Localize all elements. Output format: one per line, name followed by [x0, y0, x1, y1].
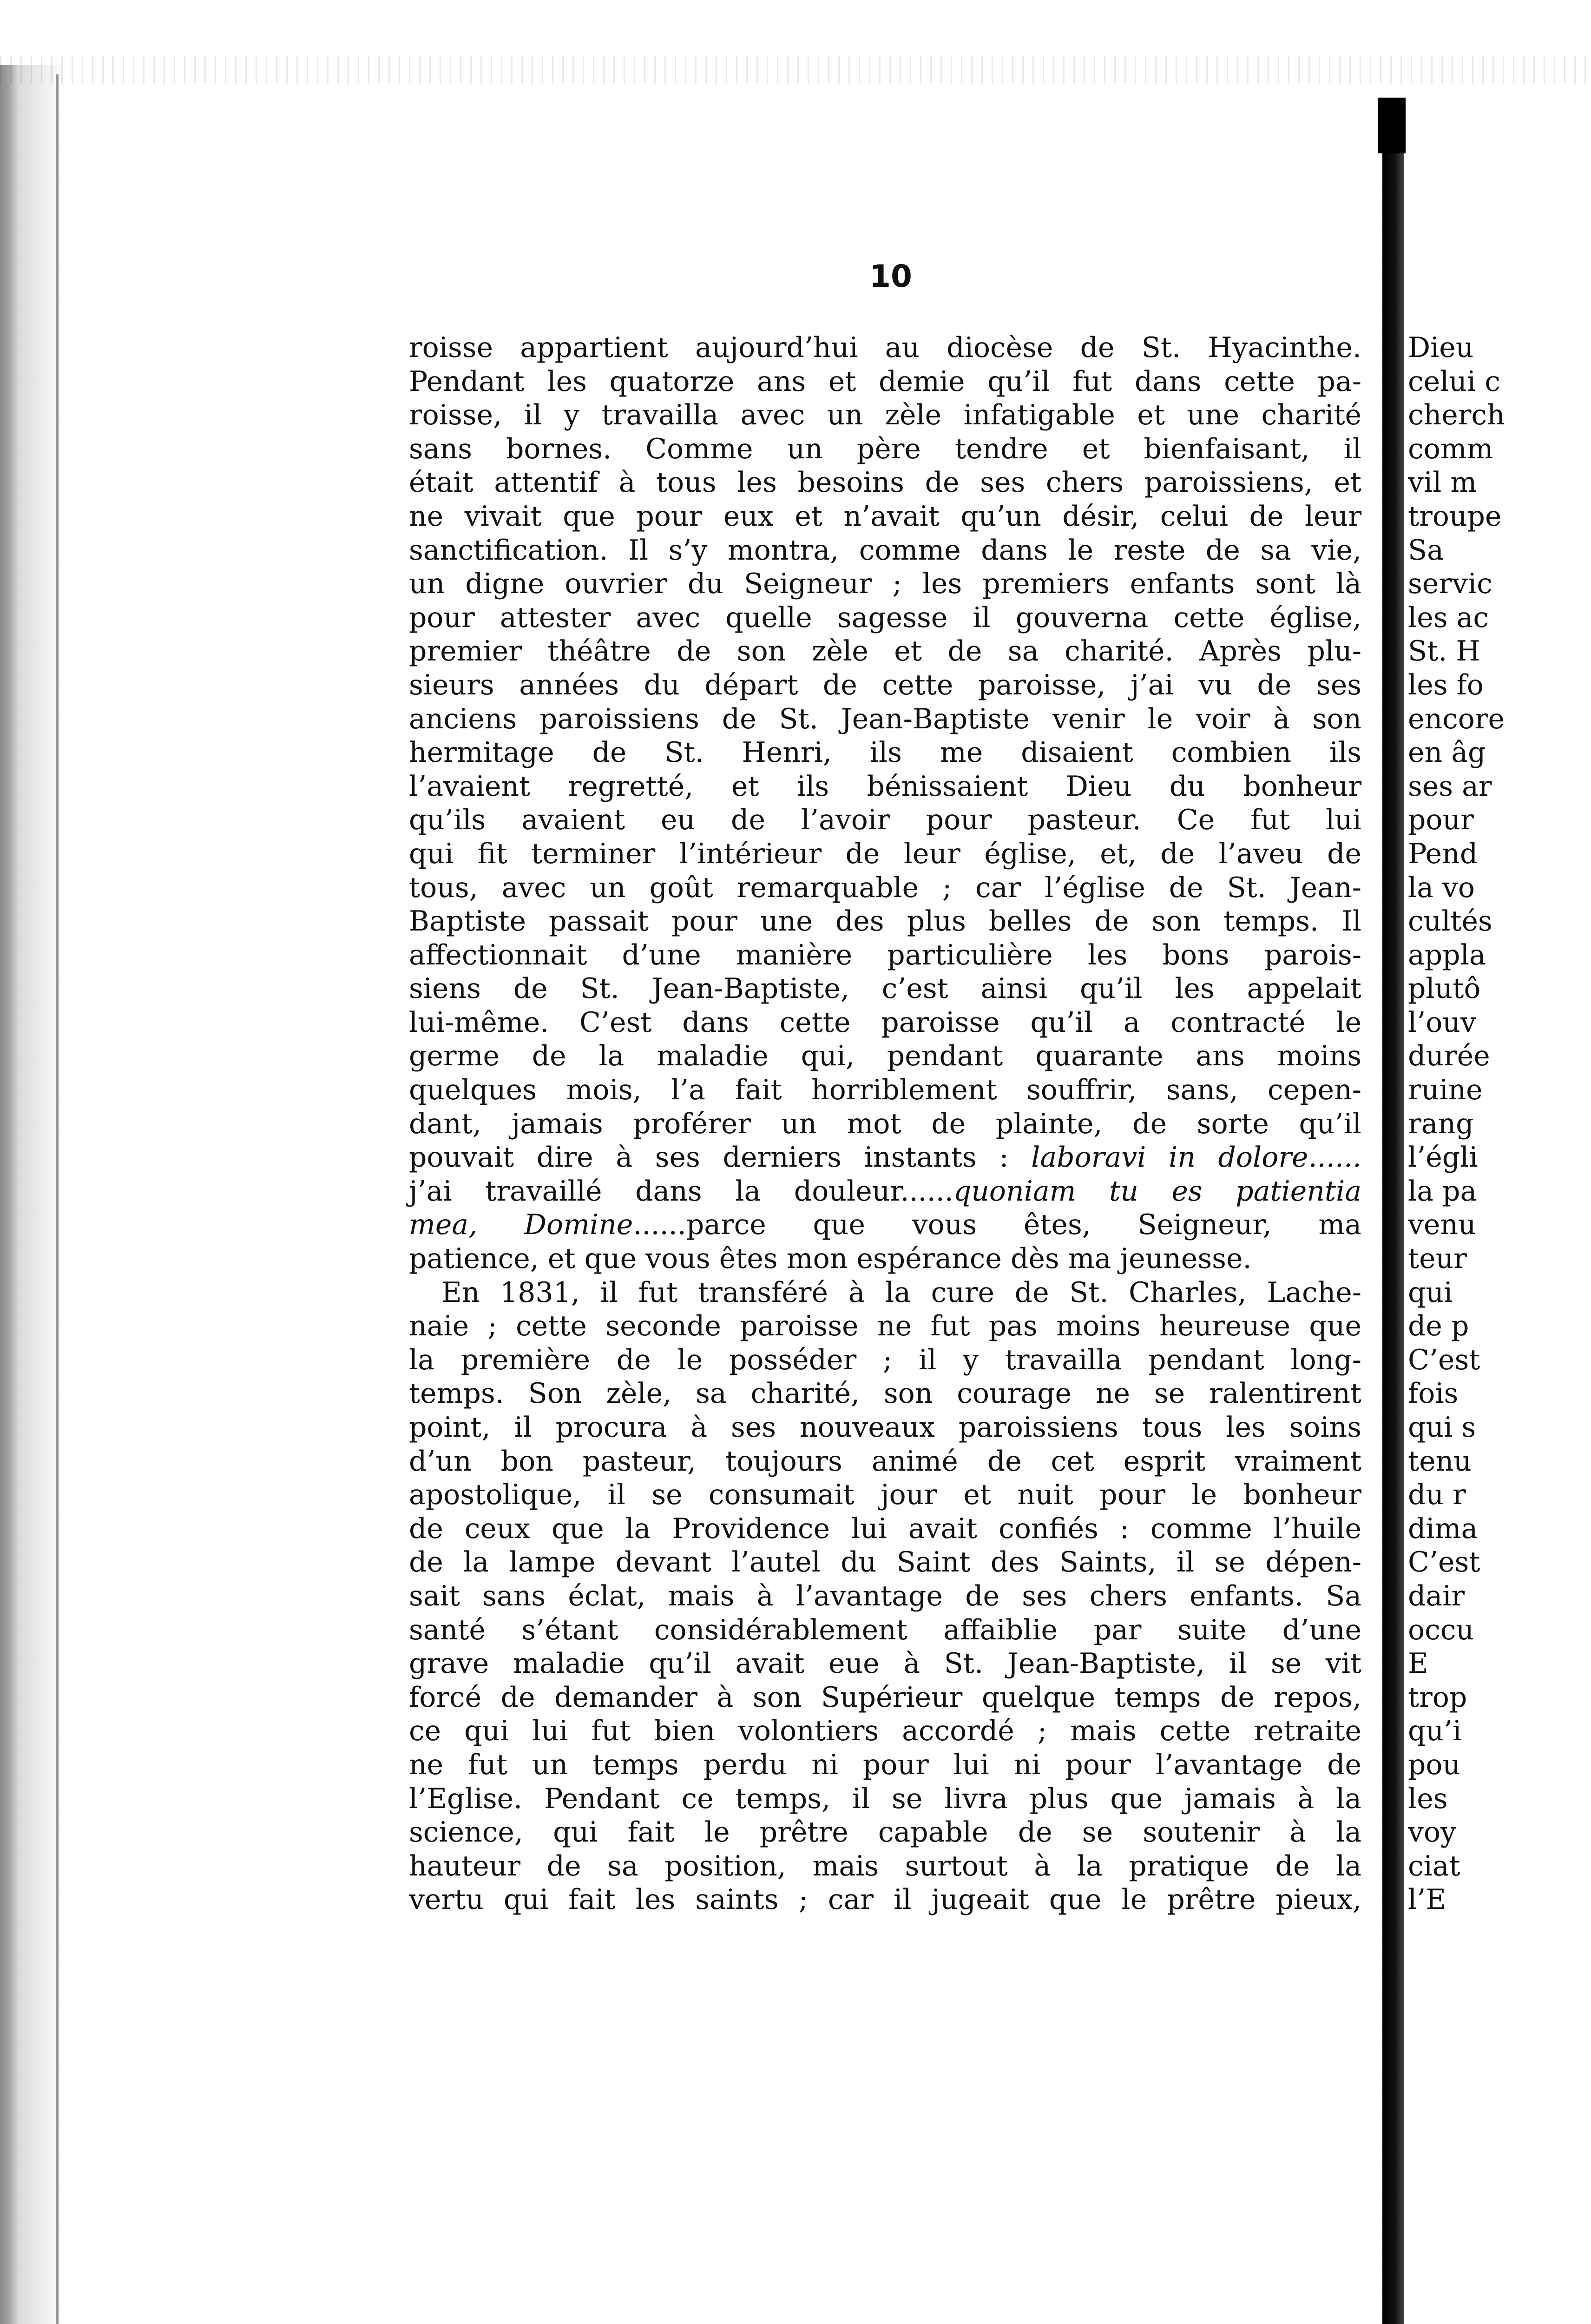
text-line-20: [409, 972, 1361, 1006]
scan-top-noise: [0, 56, 1591, 84]
page-number: 10: [869, 258, 912, 294]
facing-page-fragment: l’E: [1408, 1883, 1446, 1916]
facing-page-fragment: ruine: [1408, 1074, 1483, 1107]
facing-page-fragment: qui: [1408, 1276, 1453, 1309]
facing-page-fragment: dair: [1408, 1579, 1465, 1612]
para2-line-6: d’un bon pasteur, toujours animé de cet esprit vraiment: [409, 1445, 1361, 1478]
text-line-25: [409, 1141, 1361, 1175]
facing-page-fragment: plutô: [1408, 972, 1481, 1005]
text-line-16: [409, 837, 1361, 871]
facing-page-fragment: celui c: [1408, 365, 1500, 398]
facing-page-fragment: la vo: [1408, 871, 1475, 904]
line-text: hermitage de St. Henri, ils me disaient combien ils: [409, 736, 1361, 769]
facing-page-fragment: qu’i: [1408, 1715, 1462, 1748]
text-line-10: [409, 634, 1361, 668]
para2-line-14: ce qui lui fut bien volontiers accordé ; mais cette retraite: [409, 1715, 1361, 1748]
facing-page-fragment: trop: [1408, 1681, 1467, 1714]
facing-page-fragment: appla: [1408, 938, 1486, 971]
scan-left-rule: [56, 74, 59, 2324]
para2-line-15: ne fut un temps perdu ni pour lui ni pour l’avantage de: [409, 1748, 1361, 1781]
text-line-24: [409, 1107, 1361, 1141]
text-line-4: [409, 432, 1361, 466]
text-line-15: [409, 803, 1361, 837]
line-text: dant, jamais proférer un mot de plainte, de sorte qu’il: [409, 1107, 1361, 1140]
text-line-7: [409, 534, 1361, 568]
facing-page-fragment: l’égli: [1408, 1141, 1478, 1174]
para2-line-1: En 1831, il fut transféré à la cure de St. Charles, Lache-: [441, 1276, 1361, 1309]
line-text: qu’ils avaient eu de l’avoir pour pasteur. Ce fut lui: [409, 804, 1361, 837]
line-text: ne vivait que pour eux et n’avait qu’un désir, celui de leur: [409, 500, 1361, 533]
facing-page-fragments: [1408, 331, 1591, 1917]
line-text: premier théâtre de son zèle et de sa charité. Après plu-: [409, 635, 1361, 668]
facing-page-fragment: E: [1408, 1647, 1428, 1680]
facing-page-fragment: de p: [1408, 1310, 1469, 1343]
facing-page-fragment: comm: [1408, 432, 1493, 465]
facing-page-fragment: vil m: [1408, 466, 1477, 499]
facing-page-fragment: les: [1408, 1782, 1448, 1815]
facing-page-fragment: C’est: [1408, 1546, 1480, 1579]
scan-left-edge: [0, 65, 74, 2324]
line-text: roisse, il y travailla avec un zèle infatigable et une charité: [409, 399, 1361, 432]
para2-line-7: apostolique, il se consumait jour et nuit pour le bonheur: [409, 1479, 1361, 1512]
facing-page-fragment: dima: [1408, 1512, 1478, 1545]
text-line-14: [409, 770, 1361, 804]
line-text: tous, avec un goût remarquable ; car l’église de St. Jean-: [409, 871, 1361, 904]
text-line-27: [409, 1208, 1361, 1242]
line-27-text: ......parce que vous êtes, Seigneur, ma: [633, 1208, 1361, 1241]
facing-page-fragment: qui s: [1408, 1411, 1476, 1444]
facing-page-fragment: C’est: [1408, 1343, 1480, 1376]
text-line-5: [409, 466, 1361, 500]
para2-line-13: forcé de demander à son Supérieur quelque temps de repos,: [409, 1681, 1361, 1714]
para2-line-16: l’Eglise. Pendant ce temps, il se livra plus que jamais à la: [409, 1782, 1361, 1815]
facing-page-fragment: tenu: [1408, 1445, 1472, 1478]
facing-page-fragment: venu: [1408, 1208, 1476, 1241]
text-line-8: [409, 567, 1361, 601]
line-text: était attentif à tous les besoins de ses chers paroissiens, et: [409, 466, 1361, 499]
text-line-6: [409, 500, 1361, 534]
gutter-shadow-top: [1378, 98, 1406, 153]
facing-page-fragment: du r: [1408, 1479, 1466, 1512]
text-line-12: [409, 702, 1361, 736]
text-line-2: [409, 365, 1361, 399]
line-text: roisse appartient aujourd’hui au diocèse de St. Hyacinthe.: [409, 331, 1361, 364]
facing-page-fragment: les fo: [1408, 668, 1484, 701]
para2-line-5: point, il procura à ses nouveaux paroissiens tous les soins: [409, 1411, 1361, 1444]
line-text: l’avaient regretté, et ils bénissaient Dieu du bonheur: [409, 770, 1361, 803]
facing-page-fragment: servic: [1408, 568, 1492, 601]
line-text: anciens paroissiens de St. Jean-Baptiste venir le voir à son: [409, 702, 1361, 735]
para2-line-10: sait sans éclat, mais à l’avantage de ses chers enfants. Sa: [409, 1579, 1361, 1612]
facing-page-fragment: cultés: [1408, 905, 1492, 938]
line-text: sanctification. Il s’y montra, comme dans le reste de sa vie,: [409, 534, 1361, 567]
para2-line-8: de ceux que la Providence lui avait confiés : comme l’huile: [409, 1512, 1361, 1545]
text-line-1: [409, 331, 1361, 365]
text-line-18: [409, 905, 1361, 938]
gutter-shadow: [1382, 98, 1404, 2324]
line-text: quelques mois, l’a fait horriblement souffrir, sans, cepen-: [409, 1074, 1361, 1107]
para2-line-3: la première de le posséder ; il y travailla pendant long-: [409, 1343, 1361, 1376]
facing-page-fragment: cherch: [1408, 399, 1505, 432]
facing-page-fragment: encore: [1408, 702, 1505, 735]
para2-line-17: science, qui fait le prêtre capable de se soutenir à la: [409, 1816, 1361, 1849]
facing-page-fragment: St. H: [1408, 635, 1480, 668]
line-text: sans bornes. Comme un père tendre et bienfaisant, il: [409, 432, 1361, 465]
facing-page-fragment: Sa: [1408, 534, 1444, 567]
latin-quote-2: quoniam tu es patientia: [953, 1175, 1361, 1208]
line-text: qui fit terminer l’intérieur de leur église, et, de l’aveu de: [409, 837, 1361, 870]
latin-quote-3: mea, Domine: [409, 1208, 633, 1241]
facing-page-fragment: troupe: [1408, 500, 1502, 533]
para2-line-9: de la lampe devant l’autel du Saint des Saints, il se dépen-: [409, 1546, 1361, 1579]
facing-page-fragment: pou: [1408, 1748, 1461, 1781]
facing-page-fragment: les ac: [1408, 601, 1489, 634]
para2-line-12: grave maladie qu’il avait eue à St. Jean-Baptiste, il se vit: [409, 1647, 1361, 1680]
facing-page-fragment: voy: [1408, 1816, 1456, 1849]
line-text: lui-même. C’est dans cette paroisse qu’il a contracté le: [409, 1006, 1361, 1039]
facing-page-fragment: rang: [1408, 1107, 1474, 1140]
text-line-13: [409, 736, 1361, 770]
text-line-22: [409, 1039, 1361, 1073]
facing-page-fragment: l’ouv: [1408, 1006, 1476, 1039]
line-text: Pendant les quatorze ans et demie qu’il fut dans cette pa-: [409, 365, 1361, 398]
facing-page-fragment: ciat: [1408, 1849, 1460, 1882]
line-26-text: j’ai travaillé dans la douleur......: [409, 1175, 953, 1208]
para2-line-2: naie ; cette seconde paroisse ne fut pas moins heureuse que: [409, 1310, 1361, 1343]
facing-page-fragment: en âg: [1408, 736, 1486, 769]
facing-page-fragment: Pend: [1408, 837, 1478, 870]
para2-line-19: vertu qui fait les saints ; car il jugeait que le prêtre pieux,: [409, 1883, 1361, 1916]
line-text: pouvait dire à ses derniers instants :: [409, 1141, 1009, 1174]
text-line-28: patience, et que vous êtes mon espérance dès ma jeunesse.: [409, 1242, 1252, 1275]
facing-page-fragment: fois: [1408, 1377, 1459, 1410]
line-text: Baptiste passait pour une des plus belles de son temps. Il: [409, 905, 1361, 938]
text-line-11: [409, 668, 1361, 702]
text-line-21: [409, 1006, 1361, 1040]
line-text: sieurs années du départ de cette paroisse, j’ai vu de ses: [409, 668, 1361, 701]
facing-page-fragment: ses ar: [1408, 770, 1492, 803]
para2-line-18: hauteur de sa position, mais surtout à la pratique de la: [409, 1849, 1361, 1882]
facing-page-fragment: la pa: [1408, 1175, 1477, 1208]
line-text: germe de la maladie qui, pendant quarante ans moins: [409, 1040, 1361, 1073]
text-line-26: [409, 1175, 1361, 1208]
latin-quote-1: laboravi in dolore......: [1031, 1141, 1361, 1174]
facing-page-fragment: pour: [1408, 804, 1474, 837]
main-text-block: [409, 331, 1361, 1917]
line-text: pour attester avec quelle sagesse il gouverna cette église,: [409, 601, 1361, 634]
facing-page-fragment: Dieu: [1408, 331, 1474, 364]
line-text: affectionnait d’une manière particulière les bons parois-: [409, 938, 1361, 971]
line-text: siens de St. Jean-Baptiste, c’est ainsi qu’il les appelait: [409, 972, 1361, 1005]
facing-page-fragment: occu: [1408, 1613, 1474, 1646]
text-line-17: [409, 871, 1361, 905]
facing-page-fragment: teur: [1408, 1242, 1467, 1275]
text-line-19: [409, 938, 1361, 972]
text-line-9: [409, 601, 1361, 635]
para2-line-4: temps. Son zèle, sa charité, son courage ne se ralentirent: [409, 1377, 1361, 1410]
para2-line-11: santé s’étant considérablement affaiblie par suite d’une: [409, 1613, 1361, 1646]
line-text: un digne ouvrier du Seigneur ; les premiers enfants sont là: [409, 568, 1361, 601]
text-line-23: [409, 1073, 1361, 1107]
text-line-3: [409, 398, 1361, 432]
facing-page-fragment: durée: [1408, 1040, 1490, 1073]
